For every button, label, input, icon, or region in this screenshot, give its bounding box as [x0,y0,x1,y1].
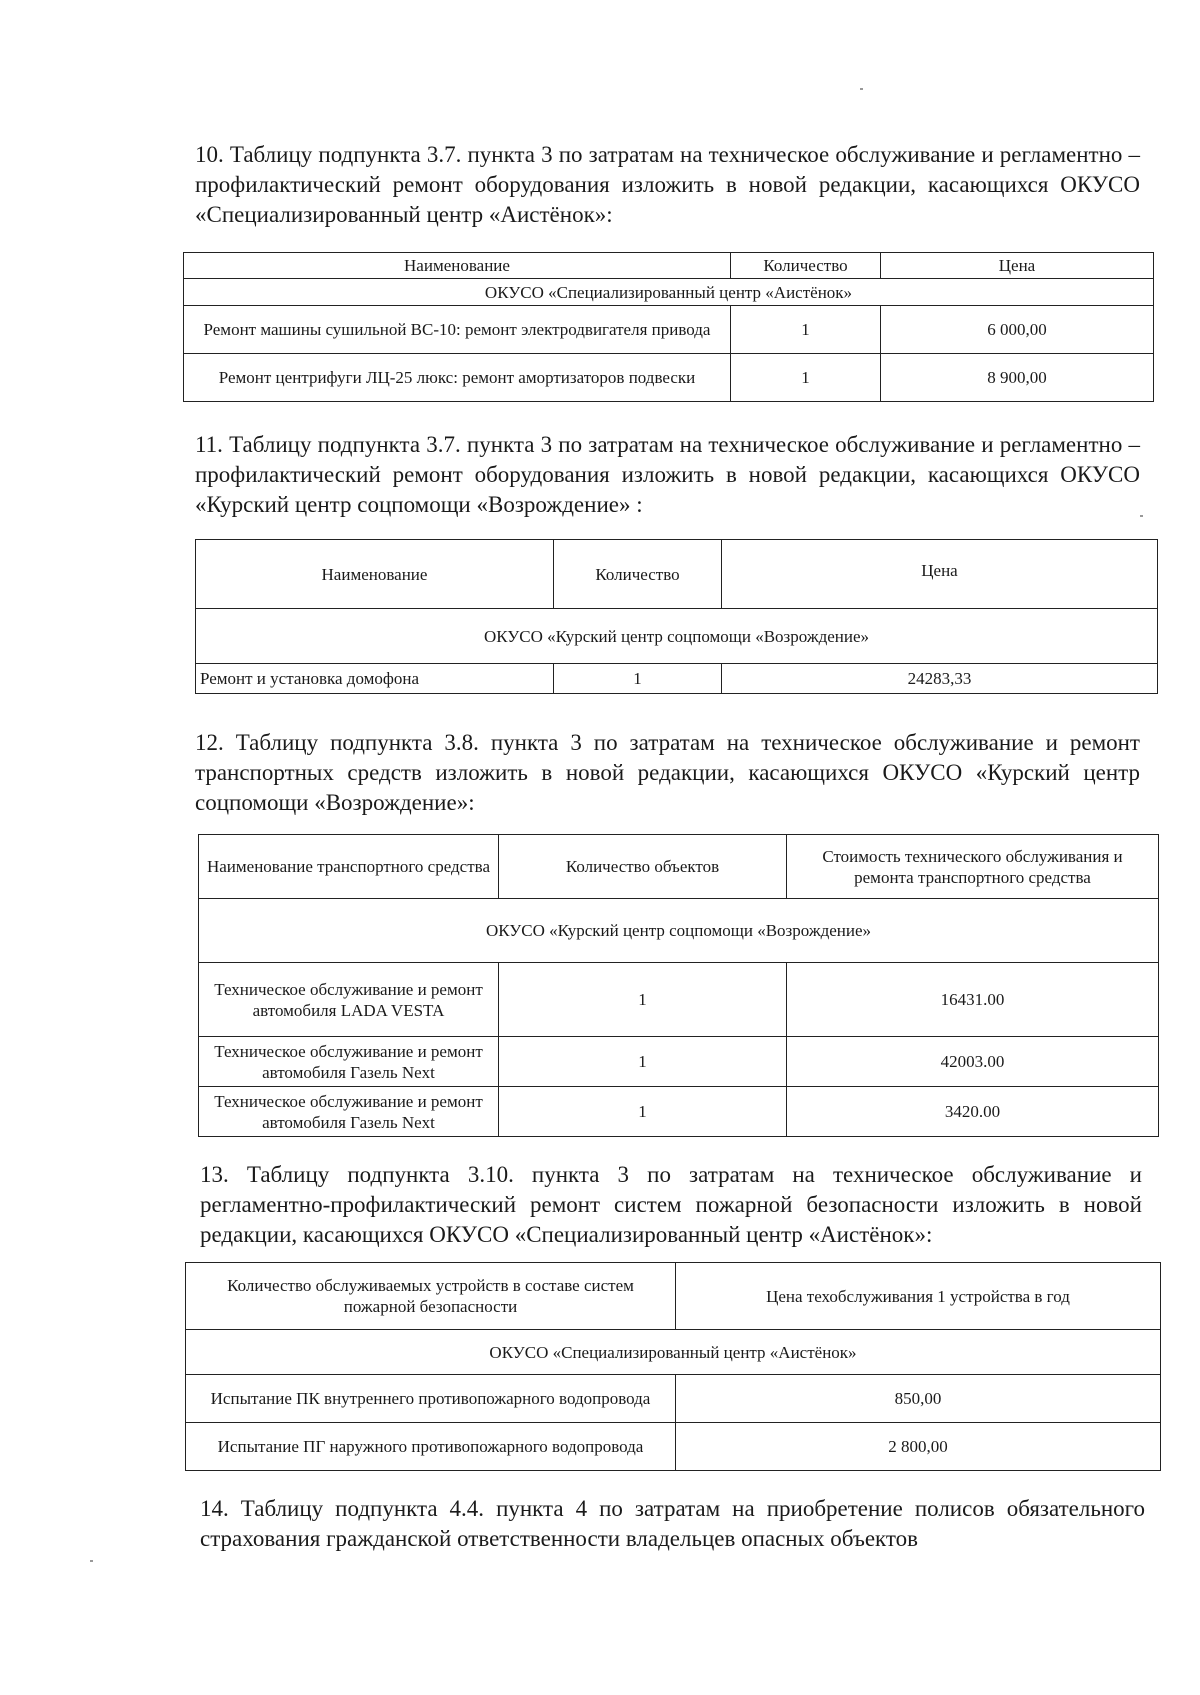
org-cell: ОКУСО «Специализированный центр «Аистёнок» [186,1330,1161,1375]
table-row [199,1037,1159,1087]
table-row [184,354,1154,402]
header-cell: Наименование [184,253,731,279]
paragraph-11: 11. Таблицу подпункта 3.7. пункта 3 по затратам на техническое обслуживание и регламентно – профилактический ремонт оборудования изложить в новой редакции, касающихся ОКУСО «Курский центр соцпомощи «Возрождение» : [195,432,1140,517]
org-row [196,609,1158,664]
scan-speck [90,1560,93,1562]
org-cell: ОКУСО «Курский центр соцпомощи «Возрождение» [196,609,1158,664]
table-header-row [196,540,1158,609]
price-cell: 42003.00 [787,1037,1159,1087]
quantity-cell: 1 [731,354,881,402]
quantity-cell: 1 [499,963,787,1037]
org-cell: ОКУСО «Специализированный центр «Аистёнок» [184,279,1154,306]
scan-speck [860,88,863,90]
test-cell: Испытание ПК внутреннего противопожарного водопровода [186,1375,676,1423]
price-cell: 16431.00 [787,963,1159,1037]
quantity-cell: 1 [731,306,881,354]
header-cell: Цена техобслуживания 1 устройства в год [676,1263,1161,1330]
price-cell: 3420.00 [787,1087,1159,1137]
price-cell: 2 800,00 [676,1423,1161,1471]
header-cell: Наименование [196,540,554,609]
header-cell: Наименование транспортного средства [199,835,499,899]
table-row [186,1423,1161,1471]
table-row [199,1087,1159,1137]
quantity-cell: 1 [499,1037,787,1087]
name-cell: Ремонт центрифуги ЛЦ-25 люкс: ремонт амортизаторов подвески [184,354,731,402]
org-row [184,279,1154,306]
name-cell: Ремонт машины сушильной ВС-10: ремонт электродвигателя привода [184,306,731,354]
table-header-row [186,1263,1161,1330]
quantity-cell: 1 [499,1087,787,1137]
paragraph-12: 12. Таблицу подпункта 3.8. пункта 3 по затратам на техническое обслуживание и ремонт транспортных средств изложить в новой редакции, касающихся ОКУСО «Курский центр соцпомощи «Возрождение»: [195,730,1140,815]
table-13 [185,1262,1161,1471]
price-cell: 850,00 [676,1375,1161,1423]
name-cell: Техническое обслуживание и ремонт автомобиля LADA VESTA [199,963,499,1037]
header-cell: Количество [731,253,881,279]
org-cell: ОКУСО «Курский центр соцпомощи «Возрождение» [199,899,1159,963]
name-cell: Ремонт и установка домофона [196,664,554,694]
org-row [199,899,1159,963]
scan-speck [1140,515,1143,517]
header-cell: Количество обслуживаемых устройств в составе систем пожарной безопасности [186,1263,676,1330]
table-row [186,1375,1161,1423]
paragraph-10: 10. Таблицу подпункта 3.7. пункта 3 по затратам на техническое обслуживание и регламентно – профилактический ремонт оборудования изложить в новой редакции, касающихся ОКУСО «Специализированный центр «Аистёнок»: [195,142,1140,227]
org-row [186,1330,1161,1375]
test-cell: Испытание ПГ наружного противопожарного водопровода [186,1423,676,1471]
price-cell: 8 900,00 [881,354,1154,402]
name-cell: Техническое обслуживание и ремонт автомобиля Газель Next [199,1087,499,1137]
table-header-row [199,835,1159,899]
table-header-row [184,253,1154,279]
header-cell: Цена [722,540,1158,609]
header-cell: Количество [554,540,722,609]
table-row [196,664,1158,694]
quantity-cell: 1 [554,664,722,694]
paragraph-13: 13. Таблицу подпункта 3.10. пункта 3 по затратам на техническое обслуживание и регламентно-профилактический ремонт систем пожарной безопасности изложить в новой редакции, касающихся ОКУСО «Специализированный центр «Аистёнок»: [200,1162,1142,1247]
header-cell: Цена [881,253,1154,279]
header-cell: Стоимость технического обслуживания и ремонта транспортного средства [787,835,1159,899]
price-cell: 24283,33 [722,664,1158,694]
name-cell: Техническое обслуживание и ремонт автомобиля Газель Next [199,1037,499,1087]
paragraph-14: 14. Таблицу подпункта 4.4. пункта 4 по затратам на приобретение полисов обязательного страхования гражданской ответственности владельцев опасных объектов [200,1496,1145,1551]
table-row [199,963,1159,1037]
table-11 [195,539,1158,694]
table-10 [183,252,1154,402]
price-cell: 6 000,00 [881,306,1154,354]
table-row [184,306,1154,354]
table-12 [198,834,1159,1137]
header-cell: Количество объектов [499,835,787,899]
